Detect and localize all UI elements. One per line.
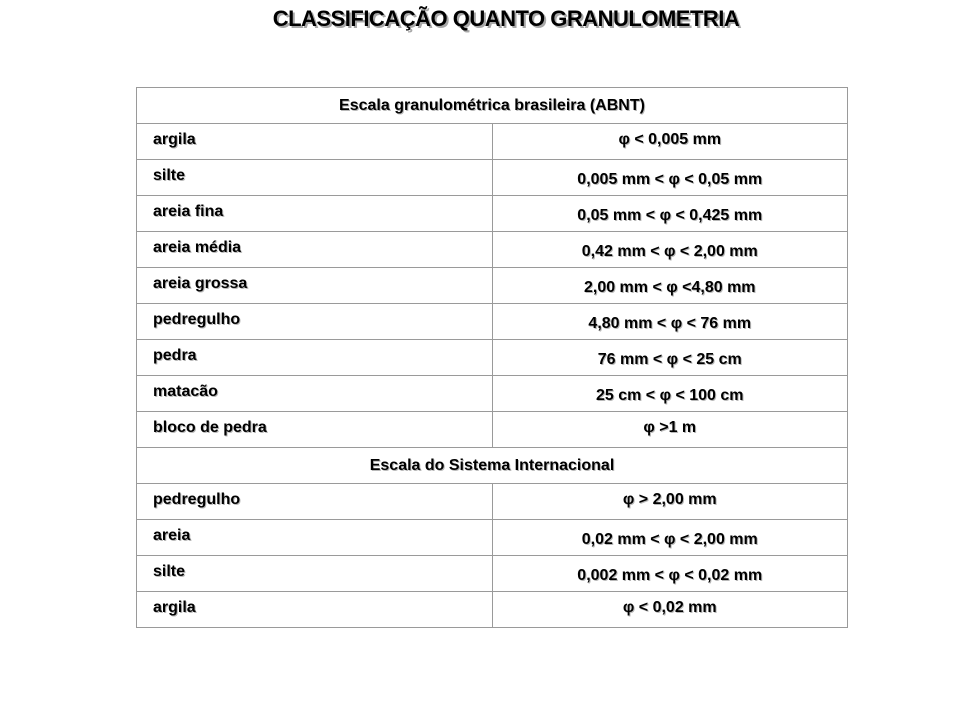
size-range-text: φ < 0,02 mm — [622, 598, 717, 616]
soil-name-cell: pedregulho — [137, 484, 493, 520]
soil-name-cell: pedra — [137, 340, 493, 376]
size-range-text: φ < 0,005 mm — [618, 130, 722, 148]
soil-name-cell: areia — [137, 520, 493, 556]
soil-name-cell: argila — [137, 124, 493, 160]
size-range-cell — [492, 376, 848, 412]
soil-name-cell: areia média — [137, 232, 493, 268]
soil-name-cell: silte — [137, 556, 493, 592]
table-row — [137, 376, 848, 412]
table-row — [137, 412, 848, 448]
size-range-cell — [492, 304, 848, 340]
size-range-text: 0,02 mm < φ < 2,00 mm — [581, 530, 758, 548]
size-range-cell — [492, 340, 848, 376]
table-row — [137, 232, 848, 268]
soil-name-cell: argila — [137, 592, 493, 628]
size-range-text: φ > 2,00 mm — [622, 490, 717, 508]
size-range-text: φ >1 m — [643, 418, 697, 436]
table-row — [137, 196, 848, 232]
size-range-cell — [492, 196, 848, 232]
size-range-cell — [492, 412, 848, 448]
size-range-text: 76 mm < φ < 25 cm — [597, 350, 742, 368]
table-row — [137, 160, 848, 196]
size-range-text: 0,05 mm < φ < 0,425 mm — [577, 206, 763, 224]
soil-name-cell: areia grossa — [137, 268, 493, 304]
size-range-text: 0,42 mm < φ < 2,00 mm — [581, 242, 758, 260]
si-section-header-row — [137, 448, 848, 484]
page-title: CLASSIFICAÇÃO QUANTO GRANULOMETRIA — [272, 6, 740, 31]
size-range-text: 25 cm < φ < 100 cm — [595, 386, 744, 404]
granulometry-table — [136, 87, 848, 628]
size-range-cell — [492, 556, 848, 592]
size-range-cell — [492, 232, 848, 268]
size-range-text: 2,00 mm < φ <4,80 mm — [583, 278, 756, 296]
table-row — [137, 340, 848, 376]
table-row — [137, 520, 848, 556]
table-row — [137, 592, 848, 628]
size-range-text: 4,80 mm < φ < 76 mm — [588, 314, 752, 332]
table-row — [137, 304, 848, 340]
si-section-header: Escala do Sistema Internacional — [137, 448, 848, 484]
table-row — [137, 268, 848, 304]
soil-name-cell: bloco de pedra — [137, 412, 493, 448]
table-row — [137, 556, 848, 592]
soil-name-cell: silte — [137, 160, 493, 196]
abnt-section-header: Escala granulométrica brasileira (ABNT) — [137, 88, 848, 124]
granulometry-table-container — [136, 87, 848, 628]
table-row — [137, 124, 848, 160]
soil-name-cell: pedregulho — [137, 304, 493, 340]
size-range-cell — [492, 160, 848, 196]
size-range-cell — [492, 520, 848, 556]
abnt-section-header-row — [137, 88, 848, 124]
table-row — [137, 484, 848, 520]
soil-name-cell: matacão — [137, 376, 493, 412]
size-range-cell — [492, 268, 848, 304]
size-range-cell — [492, 484, 848, 520]
size-range-text: 0,005 mm < φ < 0,05 mm — [577, 170, 763, 188]
size-range-cell — [492, 592, 848, 628]
soil-name-cell: areia fina — [137, 196, 493, 232]
size-range-cell — [492, 124, 848, 160]
size-range-text: 0,002 mm < φ < 0,02 mm — [577, 566, 763, 584]
